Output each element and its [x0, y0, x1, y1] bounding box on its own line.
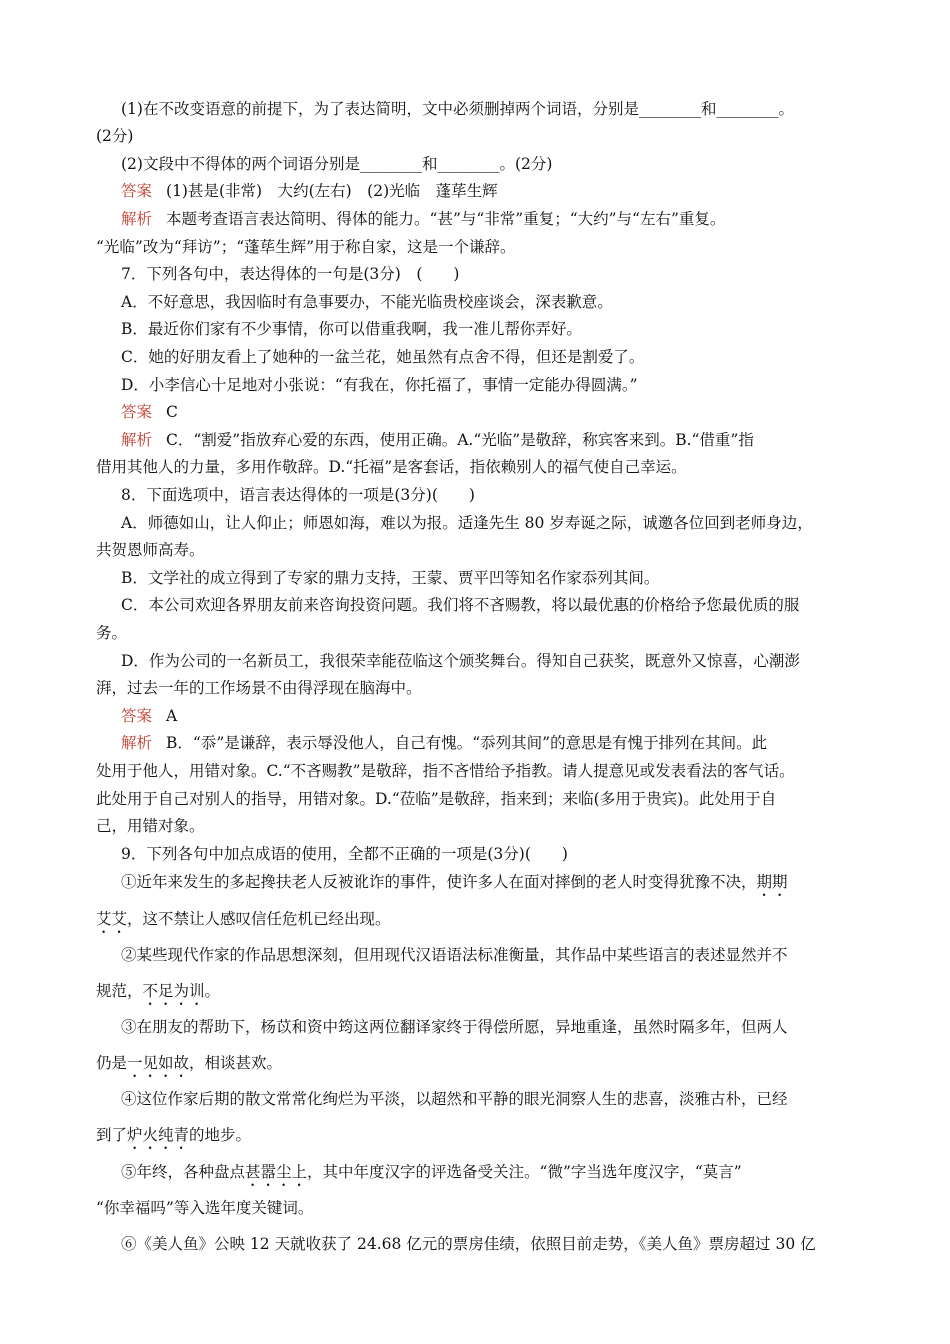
- q8-option-a: A．师德如山，让人仰止；师恩如海，难以为报。适逢先生 80 岁寿诞之际，诚邀各位回到老师身边，: [121, 514, 813, 532]
- answer-text: A: [166, 707, 178, 725]
- dotted-idiom: 期期: [756, 873, 788, 891]
- item-text: 仍是: [96, 1054, 128, 1072]
- item-text: 到了: [96, 1126, 128, 1144]
- q9-item-6: ⑥《美人鱼》公映 12 天就收获了 24.68 亿元的票房佳绩，依照目前走势，《美人鱼》票房超过 30 亿: [121, 1235, 816, 1253]
- q8-option-c: C．本公司欢迎各界朋友前来咨询投资问题。我们将不吝赐教，将以最优惠的价格给予您最优质的服: [121, 596, 800, 614]
- q9-item-5-line2: “你幸福吗”等入选年度关键词。: [96, 1199, 314, 1217]
- q9-item-4-line2: [96, 1124, 251, 1153]
- dotted-idiom: 一见如故: [127, 1054, 190, 1072]
- item-text: ，其中年度汉字的评选备受关注。“微”字当选年度汉字，“莫言”: [307, 1163, 742, 1181]
- item-text: 的地步。: [189, 1126, 252, 1144]
- q9-stem: 9．下列各句中加点成语的使用，全都不正确的一项是(3分)( ): [121, 845, 568, 863]
- q6-sub1-line1: (1)在不改变语意的前提下，为了表达简明，文中必须删掉两个词语，分别是________和________。: [121, 100, 794, 118]
- q8-analysis-line3: 此处用于自己对别人的指导，用错对象。D.“莅临”是敬辞，指来到；来临(多用于贵宾)。此处用于自: [96, 790, 777, 808]
- q7-analysis-line2: 借用其他人的力量，多用作敬辞。D.“托福”是客套话，指依赖别人的福气使自己幸运。: [96, 458, 687, 476]
- q8-option-d-line2: 湃，过去一年的工作场景不由得浮现在脑海中。: [96, 679, 422, 697]
- q7-option-c: C．她的好朋友看上了她种的一盆兰花，她虽然有点舍不得，但还是割爱了。: [121, 348, 645, 366]
- dotted-idiom: 甚嚣尘上: [245, 1163, 308, 1181]
- q8-analysis-line2: 处用于他人，用错对象。C.“不吝赐教”是敬辞，指不吝惜给予指教。请人提意见或发表看法的客气话。: [96, 762, 795, 780]
- q9-item-3: ③在朋友的帮助下，杨苡和资中筠这两位翻译家终于得偿所愿，异地重逢，虽然时隔多年，但两人: [121, 1018, 788, 1036]
- item-text: ，这不禁让人感叹信任危机已经出现。: [127, 910, 391, 928]
- q9-item-1-line2: [96, 908, 391, 937]
- item-text: ⑤年终，各种盘点: [121, 1163, 246, 1181]
- q9-item-3-line2: [96, 1052, 282, 1081]
- q9-item-5: [121, 1161, 742, 1190]
- q7-option-b: B．最近你们家有不少事情，你可以借重我啊，我一准儿帮你弄好。: [121, 320, 582, 338]
- dotted-idiom: 不足为训: [142, 982, 205, 1000]
- dotted-idiom: 炉火纯青: [127, 1126, 190, 1144]
- answer-text: (1)甚是(非常) 大约(左右) (2)光临 蓬荜生辉: [166, 182, 498, 200]
- analysis-text: C．“割爱”指放弃心爱的东西，使用正确。A.“光临”是敬辞，称宾客来到。B.“借重”指: [166, 431, 754, 449]
- q7-analysis: [121, 429, 754, 451]
- q8-option-c-line2: 务。: [96, 624, 128, 642]
- q8-option-b: B．文学社的成立得到了专家的鼎力支持，王蒙、贾平凹等知名作家忝列其间。: [121, 569, 660, 587]
- item-text: 规范，: [96, 982, 143, 1000]
- q7-answer: [121, 401, 178, 423]
- q8-option-a-line2: 共贺恩师高寿。: [96, 541, 205, 559]
- q7-option-d: D．小李信心十足地对小张说：“有我在，你托福了，事情一定能办得圆满。”: [121, 376, 638, 394]
- q9-item-4: ④这位作家后期的散文常常化绚烂为平淡，以超然和平静的眼光洞察人生的悲喜，淡雅古朴，已经: [121, 1090, 788, 1108]
- item-text: 。: [204, 982, 221, 1000]
- q7-stem: 7．下列各句中，表达得体的一句是(3分) ( ): [121, 265, 460, 283]
- analysis-label: 解析: [121, 431, 153, 449]
- answer-label: 答案: [121, 182, 153, 200]
- q6-analysis: [121, 208, 725, 230]
- analysis-label: 解析: [121, 734, 153, 752]
- q8-analysis: [121, 732, 767, 754]
- answer-label: 答案: [121, 403, 153, 421]
- q6-sub2: (2)文段中不得体的两个词语分别是________和________。(2分): [121, 155, 553, 173]
- q6-answer: [121, 180, 498, 202]
- q8-option-d: D．作为公司的一名新员工，我很荣幸能莅临这个颁奖舞台。得知自己获奖，既意外又惊喜，心潮澎: [121, 652, 800, 670]
- q8-analysis-line4: 己，用错对象。: [96, 817, 205, 835]
- q7-option-a: A．不好意思，我因临时有急事要办，不能光临贵校座谈会，深表歉意。: [121, 293, 613, 311]
- q6-analysis-line2: “光临”改为“拜访”；“蓬荜生辉”用于称自家，这是一个谦辞。: [96, 238, 516, 256]
- analysis-text: 本题考查语言表达简明、得体的能力。“甚”与“非常”重复；“大约”与“左右”重复。: [166, 210, 726, 228]
- item-text: ①近年来发生的多起搀扶老人反被讹诈的事件，使许多人在面对摔倒的老人时变得犹豫不决，: [121, 873, 757, 891]
- q8-answer: [121, 705, 177, 727]
- item-text: ，相谈甚欢。: [189, 1054, 283, 1072]
- q6-sub1-line2: (2分): [96, 127, 134, 145]
- analysis-label: 解析: [121, 210, 153, 228]
- dotted-idiom: 艾艾: [96, 910, 128, 928]
- q9-item-1: [121, 871, 788, 900]
- answer-label: 答案: [121, 707, 153, 725]
- q9-item-2-line2: [96, 980, 220, 1009]
- q8-stem: 8．下面选项中，语言表达得体的一项是(3分)( ): [121, 486, 475, 504]
- analysis-text: B．“忝”是谦辞，表示辱没他人，自己有愧。“忝列其间”的意思是有愧于排列在其间。此: [166, 734, 768, 752]
- answer-text: C: [166, 403, 178, 421]
- q9-item-2: ②某些现代作家的作品思想深刻，但用现代汉语语法标准衡量，其作品中某些语言的表述显然并不: [121, 946, 788, 964]
